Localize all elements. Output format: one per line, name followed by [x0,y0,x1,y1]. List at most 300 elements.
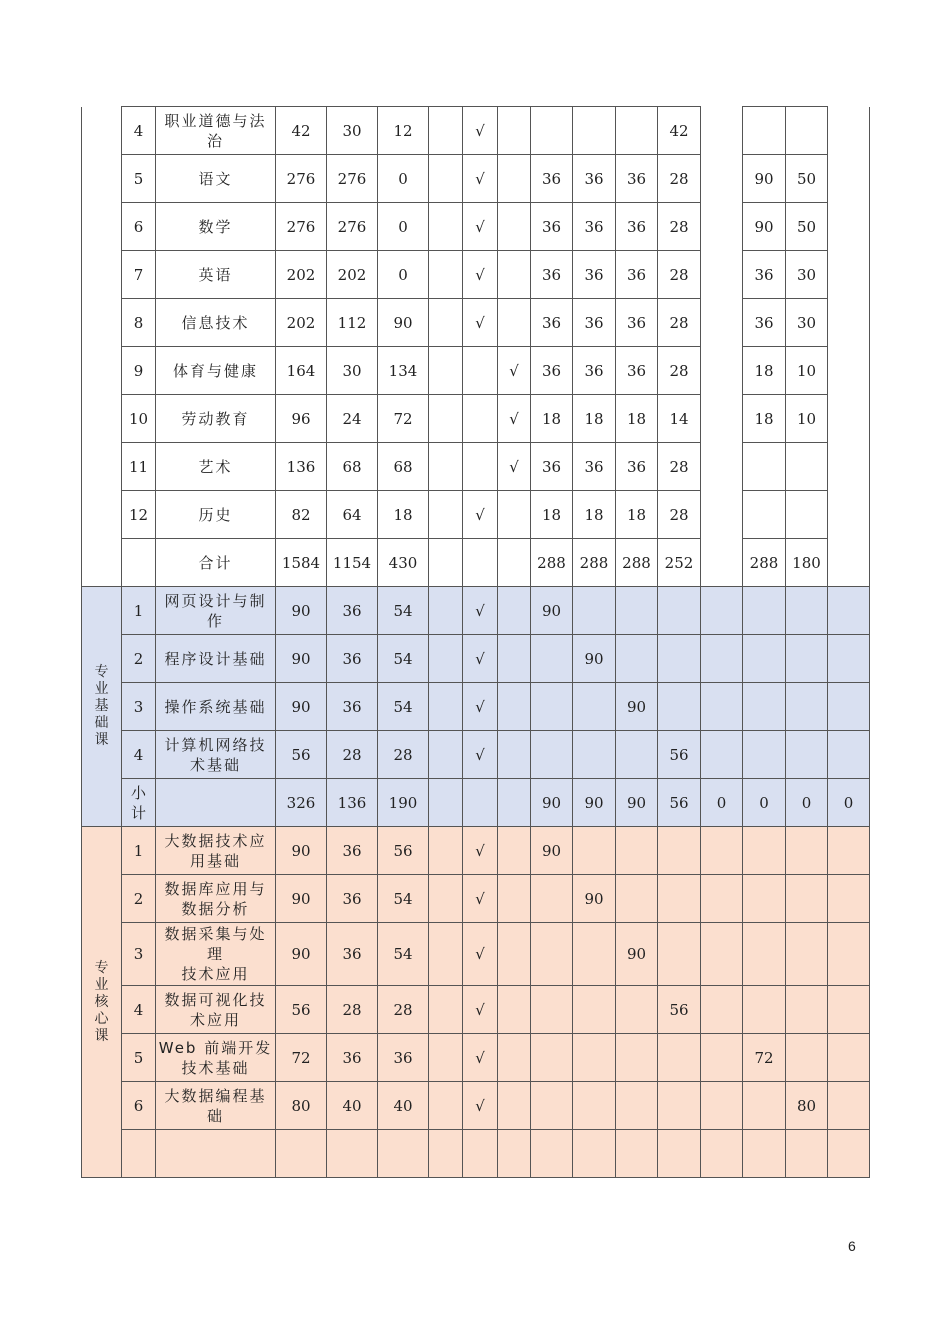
row-number [122,539,156,587]
cell-s8 [828,986,870,1034]
cell-s2 [573,986,616,1034]
cell-exam [429,347,463,395]
cell-practice: 0 [378,203,429,251]
course-name: 大数据编程基 础 [156,1082,276,1130]
cell-s3 [616,107,658,155]
cell-total [276,1130,327,1178]
table-row [82,827,870,875]
course-name: 数据可视化技 术应用 [156,986,276,1034]
table-row [82,203,870,251]
row-number: 6 [122,203,156,251]
cell-s1 [531,635,573,683]
cell-s1 [531,1034,573,1082]
cell-s7: 50 [786,203,828,251]
cell-s7 [786,827,828,875]
cell-total: 90 [276,587,327,635]
course-name: Web 前端开发 技术基础 [156,1034,276,1082]
cell-s7 [786,923,828,986]
cell-s8 [828,683,870,731]
cell-s7 [786,986,828,1034]
cell-s2 [573,1082,616,1130]
cell-exam [429,1082,463,1130]
cell-s5 [701,827,743,875]
cell-s8: 0 [828,779,870,827]
course-name: 计算机网络技 术基础 [156,731,276,779]
cell-s6 [743,827,786,875]
cell-check2 [498,1130,531,1178]
course-name: 职业道德与法 治 [156,107,276,155]
cell-s8 [828,1082,870,1130]
table-row [82,1034,870,1082]
cell-exam [429,443,463,491]
cell-check: √ [463,875,498,923]
row-number: 1 [122,827,156,875]
table-row [82,299,870,347]
cell-s8 [828,395,870,443]
cell-theory: 36 [327,1034,378,1082]
cell-s8 [828,491,870,539]
cell-s5 [701,203,743,251]
cell-s2: 36 [573,251,616,299]
cell-s4 [658,1130,701,1178]
course-name: 程序设计基础 [156,635,276,683]
cell-s7: 180 [786,539,828,587]
cell-s7 [786,683,828,731]
cell-s1 [531,731,573,779]
cell-s4: 28 [658,155,701,203]
row-number: 4 [122,731,156,779]
cell-practice: 0 [378,251,429,299]
cell-s2 [573,1034,616,1082]
cell-check: √ [463,203,498,251]
cell-s6 [743,683,786,731]
cell-s2: 18 [573,491,616,539]
cell-s2: 36 [573,155,616,203]
table-row [82,347,870,395]
cell-s1: 36 [531,299,573,347]
cell-s2: 36 [573,203,616,251]
cell-total: 276 [276,203,327,251]
cell-theory [327,1130,378,1178]
cell-s6 [743,635,786,683]
table-row [82,1130,870,1178]
row-number: 1 [122,587,156,635]
cell-s8 [828,155,870,203]
group-label-cell [82,299,122,347]
cell-s5 [701,539,743,587]
row-number: 2 [122,635,156,683]
cell-s4: 28 [658,299,701,347]
cell-s5 [701,1034,743,1082]
cell-s4 [658,1034,701,1082]
cell-check2 [498,587,531,635]
cell-s5 [701,491,743,539]
cell-total: 136 [276,443,327,491]
cell-s5 [701,683,743,731]
cell-theory: 68 [327,443,378,491]
cell-total: 72 [276,1034,327,1082]
cell-s5 [701,923,743,986]
cell-theory: 36 [327,827,378,875]
cell-check: √ [463,251,498,299]
cell-s6: 18 [743,347,786,395]
table-row [82,923,870,986]
cell-s3 [616,827,658,875]
cell-s3 [616,587,658,635]
cell-practice: 28 [378,986,429,1034]
cell-check2 [498,779,531,827]
cell-check [463,539,498,587]
cell-s4 [658,587,701,635]
cell-check2: √ [498,395,531,443]
cell-s6 [743,443,786,491]
cell-practice: 18 [378,491,429,539]
cell-practice: 68 [378,443,429,491]
group-label-cell [82,395,122,443]
cell-check: √ [463,683,498,731]
cell-s8 [828,347,870,395]
cell-s4 [658,635,701,683]
cell-s2: 18 [573,395,616,443]
cell-s7: 0 [786,779,828,827]
cell-total: 326 [276,779,327,827]
cell-s5: 0 [701,779,743,827]
cell-s3: 90 [616,683,658,731]
cell-theory: 276 [327,155,378,203]
cell-s5 [701,1130,743,1178]
cell-s3: 36 [616,299,658,347]
cell-total: 96 [276,395,327,443]
cell-exam [429,587,463,635]
cell-s7 [786,107,828,155]
group-label [82,827,122,1178]
cell-check2 [498,539,531,587]
row-number: 4 [122,986,156,1034]
cell-exam [429,827,463,875]
cell-s4: 28 [658,203,701,251]
cell-total: 202 [276,251,327,299]
cell-total: 42 [276,107,327,155]
cell-check2: √ [498,443,531,491]
cell-s6: 36 [743,299,786,347]
cell-s8 [828,827,870,875]
cell-s3 [616,986,658,1034]
cell-check: √ [463,155,498,203]
cell-practice [378,1130,429,1178]
course-name: 操作系统基础 [156,683,276,731]
cell-s3: 90 [616,779,658,827]
course-schedule-table [81,106,870,1178]
cell-s1 [531,1082,573,1130]
cell-s8 [828,539,870,587]
group-label-cell [82,107,122,155]
cell-s6 [743,587,786,635]
cell-check2 [498,635,531,683]
course-name: 英语 [156,251,276,299]
cell-s5 [701,635,743,683]
table-row [82,986,870,1034]
cell-s7: 80 [786,1082,828,1130]
cell-s3: 90 [616,923,658,986]
cell-theory: 36 [327,923,378,986]
cell-s2: 90 [573,875,616,923]
cell-exam [429,731,463,779]
course-name: 大数据技术应 用基础 [156,827,276,875]
cell-s4: 56 [658,986,701,1034]
cell-s1: 288 [531,539,573,587]
cell-s7 [786,875,828,923]
cell-theory: 36 [327,587,378,635]
cell-total: 90 [276,827,327,875]
cell-total: 276 [276,155,327,203]
cell-theory: 36 [327,875,378,923]
table-row [82,107,870,155]
cell-s2 [573,1130,616,1178]
cell-check2 [498,251,531,299]
cell-s1: 36 [531,443,573,491]
cell-s2: 36 [573,443,616,491]
cell-s2: 288 [573,539,616,587]
group-label-cell [82,347,122,395]
row-number: 3 [122,923,156,986]
cell-total: 90 [276,635,327,683]
cell-s1: 36 [531,203,573,251]
row-number: 9 [122,347,156,395]
cell-total: 1584 [276,539,327,587]
cell-check2 [498,923,531,986]
cell-s5 [701,251,743,299]
cell-check2 [498,731,531,779]
cell-s6: 288 [743,539,786,587]
cell-exam [429,395,463,443]
cell-check2 [498,986,531,1034]
table-row [82,587,870,635]
cell-s8 [828,731,870,779]
cell-check2 [498,203,531,251]
cell-s4: 56 [658,779,701,827]
cell-s5 [701,875,743,923]
cell-s3 [616,1130,658,1178]
cell-s1 [531,107,573,155]
group-label-text: 专业基础课 [94,664,109,748]
cell-s2: 36 [573,299,616,347]
cell-practice: 430 [378,539,429,587]
cell-s6: 90 [743,203,786,251]
cell-exam [429,107,463,155]
cell-s4 [658,875,701,923]
cell-check2 [498,107,531,155]
cell-s8 [828,635,870,683]
cell-s3: 36 [616,251,658,299]
cell-s4: 14 [658,395,701,443]
course-name: 数学 [156,203,276,251]
cell-s4: 28 [658,491,701,539]
cell-s3 [616,1082,658,1130]
cell-practice: 28 [378,731,429,779]
row-number: 5 [122,155,156,203]
cell-s5 [701,347,743,395]
course-name [156,779,276,827]
cell-theory: 276 [327,203,378,251]
cell-theory: 30 [327,347,378,395]
cell-check2: √ [498,347,531,395]
cell-total: 82 [276,491,327,539]
course-name: 体育与健康 [156,347,276,395]
cell-s3: 18 [616,491,658,539]
group-label-cell [82,491,122,539]
course-name: 历史 [156,491,276,539]
cell-s5 [701,299,743,347]
table-row [82,635,870,683]
cell-s2: 90 [573,635,616,683]
cell-exam [429,875,463,923]
cell-s6 [743,1082,786,1130]
cell-exam [429,779,463,827]
cell-s6 [743,986,786,1034]
row-number: 10 [122,395,156,443]
cell-s1 [531,875,573,923]
cell-s5 [701,395,743,443]
cell-s7 [786,491,828,539]
cell-s2 [573,107,616,155]
cell-practice: 54 [378,587,429,635]
cell-check2 [498,1034,531,1082]
cell-theory: 24 [327,395,378,443]
cell-check: √ [463,491,498,539]
group-label-cell [82,203,122,251]
cell-s7 [786,587,828,635]
group-label [82,587,122,827]
cell-check: √ [463,827,498,875]
course-name: 合计 [156,539,276,587]
cell-s3 [616,1034,658,1082]
cell-practice: 90 [378,299,429,347]
cell-exam [429,203,463,251]
cell-s6 [743,491,786,539]
cell-theory: 202 [327,251,378,299]
cell-practice: 54 [378,875,429,923]
cell-check: √ [463,299,498,347]
cell-s3 [616,635,658,683]
row-number: 7 [122,251,156,299]
cell-s2 [573,731,616,779]
cell-s8 [828,299,870,347]
cell-s5 [701,107,743,155]
cell-s8 [828,875,870,923]
cell-s4 [658,923,701,986]
row-number: 4 [122,107,156,155]
cell-s3: 36 [616,155,658,203]
cell-exam [429,491,463,539]
cell-s1: 36 [531,347,573,395]
cell-s4: 28 [658,251,701,299]
cell-s7: 10 [786,395,828,443]
cell-practice: 54 [378,683,429,731]
cell-s7 [786,1034,828,1082]
course-name [156,1130,276,1178]
cell-s1: 18 [531,491,573,539]
cell-s8 [828,587,870,635]
cell-check: √ [463,986,498,1034]
cell-check: √ [463,635,498,683]
cell-s3: 36 [616,443,658,491]
row-number: 小 计 [122,779,156,827]
cell-s4: 56 [658,731,701,779]
cell-s8 [828,443,870,491]
cell-s3: 36 [616,347,658,395]
table-row [82,491,870,539]
cell-check2 [498,491,531,539]
cell-s4: 42 [658,107,701,155]
cell-exam [429,539,463,587]
course-name: 数据库应用与 数据分析 [156,875,276,923]
row-number: 3 [122,683,156,731]
cell-s2: 36 [573,347,616,395]
cell-s7 [786,1130,828,1178]
cell-s5 [701,986,743,1034]
cell-check2 [498,299,531,347]
cell-practice: 12 [378,107,429,155]
cell-s7: 30 [786,251,828,299]
cell-check: √ [463,107,498,155]
cell-s2: 90 [573,779,616,827]
cell-s5 [701,1082,743,1130]
cell-s7 [786,443,828,491]
cell-check2 [498,683,531,731]
cell-s1 [531,923,573,986]
cell-s2 [573,587,616,635]
cell-s8 [828,1130,870,1178]
cell-check: √ [463,587,498,635]
cell-check [463,395,498,443]
cell-s6: 36 [743,251,786,299]
cell-practice: 56 [378,827,429,875]
cell-practice: 40 [378,1082,429,1130]
cell-theory: 1154 [327,539,378,587]
cell-practice: 54 [378,923,429,986]
cell-practice: 134 [378,347,429,395]
cell-s1: 36 [531,155,573,203]
cell-practice: 0 [378,155,429,203]
cell-s5 [701,443,743,491]
table-row [82,683,870,731]
cell-exam [429,155,463,203]
cell-s4: 28 [658,347,701,395]
cell-check: √ [463,1034,498,1082]
table-row [82,779,870,827]
cell-theory: 36 [327,683,378,731]
cell-s6 [743,107,786,155]
cell-exam [429,1130,463,1178]
cell-s8 [828,923,870,986]
cell-s3: 18 [616,395,658,443]
table-row [82,443,870,491]
cell-s8 [828,251,870,299]
cell-s4 [658,683,701,731]
cell-total: 56 [276,731,327,779]
table-row [82,539,870,587]
cell-s4: 28 [658,443,701,491]
cell-s6 [743,1130,786,1178]
cell-theory: 112 [327,299,378,347]
cell-theory: 136 [327,779,378,827]
cell-s4 [658,827,701,875]
course-name: 数据采集与处 理 技术应用 [156,923,276,986]
cell-s1: 90 [531,587,573,635]
table-row [82,395,870,443]
cell-practice: 54 [378,635,429,683]
cell-exam [429,1034,463,1082]
